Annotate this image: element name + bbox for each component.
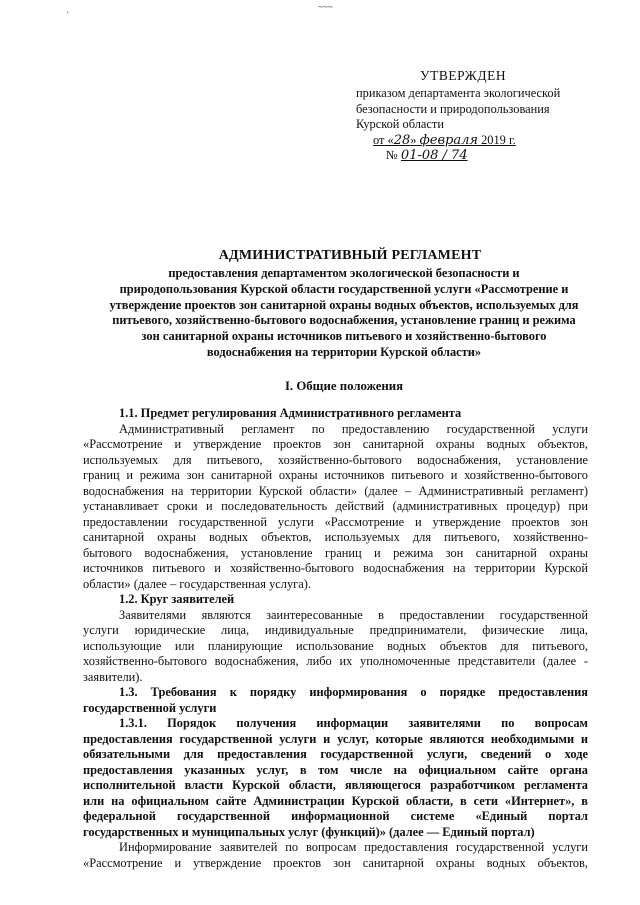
body-line: предоставления указанных услуг, в том числе на официальном сайте органа <box>83 762 588 777</box>
body-line: «Рассмотрение и утверждение проектов зон санитарной охраны водных объектов, <box>83 855 588 870</box>
approval-line: Курской области <box>356 117 444 132</box>
subsection-heading-1-1: 1.1. Предмет регулирования Административного регламента <box>119 406 462 420</box>
body-line: обязательными для предоставления государственной услуги, сведений о ходе <box>83 747 588 761</box>
body-line: Административный регламент по предоставлению государственной услуги <box>119 421 588 436</box>
document-title: АДМИНИСТРАТИВНЫЙ РЕГЛАМЕНТ <box>218 248 482 263</box>
subsection-heading-1-3: 1.3. Требования к порядку информирования о порядке предоставления <box>119 685 588 699</box>
body-line: услуги юридические лица, индивидуальные предприниматели, физические лица, <box>83 623 588 637</box>
approval-title: УТВЕРЖДЕН <box>420 68 507 83</box>
body-line: использующие или планирующие использование водных объектов для питьевого, <box>83 638 588 653</box>
body-line: области» (далее – государственная услуга). <box>83 576 311 591</box>
subtitle-line: питьевого, хозяйственно-бытового водоснабжения, установление границ и режима <box>112 313 576 328</box>
approval-stamp-block <box>356 68 586 163</box>
body-line: бытового водоснабжения, установление границ и режима зон санитарной охраны <box>83 545 588 560</box>
document-subtitle <box>84 266 604 361</box>
body-line: исполнительной власти Курской области, являющегося разработчиком регламента <box>83 778 588 792</box>
approval-number: № 01-08 / 74 <box>386 148 468 164</box>
subtitle-line: утверждение проектов зон санитарной охраны водных объектов, используемых для <box>109 297 579 312</box>
body-line: «Рассмотрение и утверждение проектов зон санитарной охраны водных объектов, <box>83 437 588 451</box>
handwritten-number: 01-08 / 74 <box>400 148 468 164</box>
left-scan-dot: ' <box>67 10 69 20</box>
subsection-heading-1-2: 1.2. Круг заявителей <box>119 592 235 606</box>
section-heading: I. Общие положения <box>284 379 404 393</box>
body-line: водоснабжения на территории Курской области» (далее – Административный регламент) <box>83 483 588 498</box>
body-line: предоставлении государственной услуги «Рассмотрение и утверждение проектов зон <box>83 514 588 529</box>
body-line: границ и режима зон санитарной охраны источников питьевого и хозяйственно-бытового <box>83 468 588 482</box>
handwritten-month: февраля <box>419 132 478 148</box>
subtitle-line: водоснабжения на территории Курской области» <box>206 344 482 359</box>
body-line: государственных и муниципальных услуг (функций)» (далее — Единый портал) <box>83 824 535 839</box>
approval-line: приказом департамента экологической <box>356 86 561 101</box>
body-line: источников питьевого и хозяйственно-бытового водоснабжения на территории Курской <box>83 561 588 575</box>
handwritten-day: 28 <box>393 132 411 148</box>
subtitle-line: природопользования Курской области государственной услуги «Рассмотрение и <box>119 281 569 296</box>
body-line: санитарной охраны водных объектов, используемых для питьевого, хозяйственно- <box>83 530 588 544</box>
subsection-heading-1-3: государственной услуги <box>83 700 217 715</box>
body-line: Заявителями являются заинтересованные в предоставлении государственной <box>119 607 588 622</box>
approval-date: от «28» февраля 2019 г. <box>373 132 516 148</box>
approval-line: безопасности и природопользования <box>356 101 550 116</box>
body-line: предоставления государственной услуги и услуг, которые являются необходимыми и <box>83 731 588 746</box>
body-line: федеральной государственной информационной системе «Единый портал <box>83 809 588 823</box>
body-line: 1.3.1. Порядок получения информации заявителями по вопросам <box>119 716 588 730</box>
body-line: или на официальном сайте Администрации Курской области, в сети «Интернет», в <box>83 793 588 808</box>
top-scan-mark: ~~~ <box>318 2 333 12</box>
body-line: используемых для питьевого, хозяйственно-бытового водоснабжения, установление <box>83 452 588 467</box>
body-line: Информирование заявителей по вопросам предоставления государственной услуги <box>119 840 588 854</box>
body-line: заявители). <box>83 669 143 684</box>
subtitle-line: предоставления департаментом экологической безопасности и <box>168 266 520 280</box>
body-line: хозяйственно-бытового водоснабжения, либо их уполномоченные представители (далее - <box>83 654 588 668</box>
subtitle-line: зон санитарной охраны источников питьевого и хозяйственно-бытового <box>141 329 547 344</box>
body-line: устанавливает сроки и последовательность действий (административных процедур) при <box>83 499 588 513</box>
document-body <box>83 406 588 871</box>
